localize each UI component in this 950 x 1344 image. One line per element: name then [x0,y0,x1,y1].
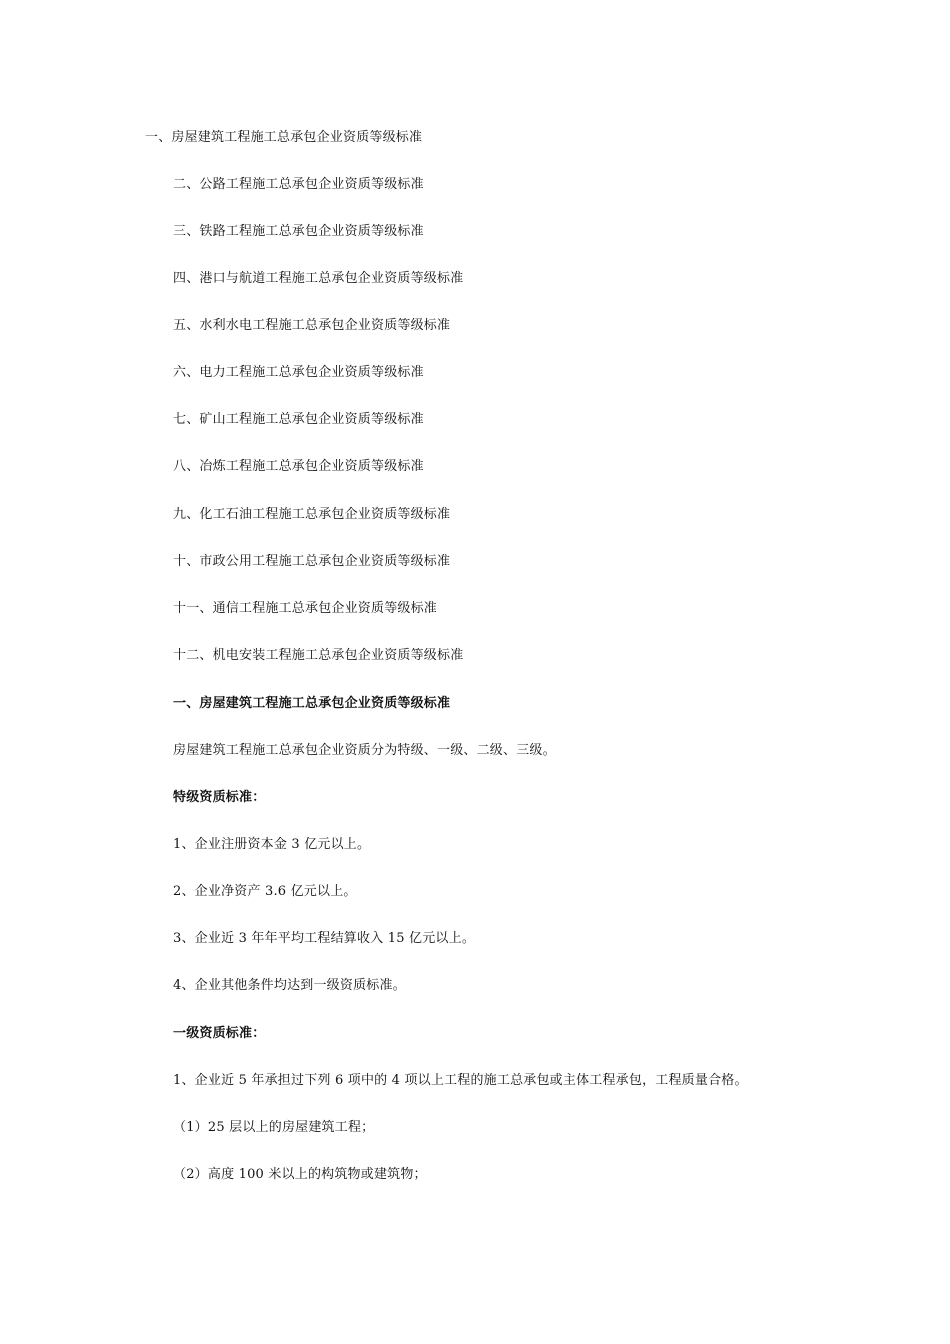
special-grade-heading: 特级资质标准： [173,790,266,805]
toc-item-8: 八、冶炼工程施工总承包企业资质等级标准 [173,459,424,474]
toc-item-12: 十二、机电安装工程施工总承包企业资质等级标准 [173,648,464,663]
special-grade-item-4: 4、企业其他条件均达到一级资质标准。 [173,978,406,993]
first-grade-heading: 一级资质标准： [173,1026,266,1041]
toc-item-1: 一、房屋建筑工程施工总承包企业资质等级标准 [145,130,423,145]
first-grade-sub-item-1: （1）25 层以上的房屋建筑工程； [173,1120,375,1135]
toc-item-5: 五、水利水电工程施工总承包企业资质等级标准 [173,318,451,333]
toc-item-9: 九、化工石油工程施工总承包企业资质等级标准 [173,507,451,522]
toc-item-10: 十、市政公用工程施工总承包企业资质等级标准 [173,554,451,569]
section-intro: 房屋建筑工程施工总承包企业资质分为特级、一级、二级、三级。 [173,743,556,758]
toc-item-2: 二、公路工程施工总承包企业资质等级标准 [173,177,424,192]
special-grade-item-2: 2、企业净资产 3.6 亿元以上。 [173,884,357,899]
toc-item-4: 四、港口与航道工程施工总承包企业资质等级标准 [173,271,464,286]
section-heading: 一、房屋建筑工程施工总承包企业资质等级标准 [173,696,451,711]
first-grade-item-1: 1、企业近 5 年承担过下列 6 项中的 4 项以上工程的施工总承包或主体工程承包，工程质量合格。 [173,1073,748,1088]
toc-item-3: 三、铁路工程施工总承包企业资质等级标准 [173,224,424,239]
toc-item-7: 七、矿山工程施工总承包企业资质等级标准 [173,412,424,427]
first-grade-sub-item-2: （2）高度 100 米以上的构筑物或建筑物； [173,1167,427,1182]
special-grade-item-3: 3、企业近 3 年年平均工程结算收入 15 亿元以上。 [173,931,476,946]
toc-item-6: 六、电力工程施工总承包企业资质等级标准 [173,365,424,380]
toc-item-11: 十一、通信工程施工总承包企业资质等级标准 [173,601,438,616]
special-grade-item-1: 1、企业注册资本金 3 亿元以上。 [173,837,371,852]
